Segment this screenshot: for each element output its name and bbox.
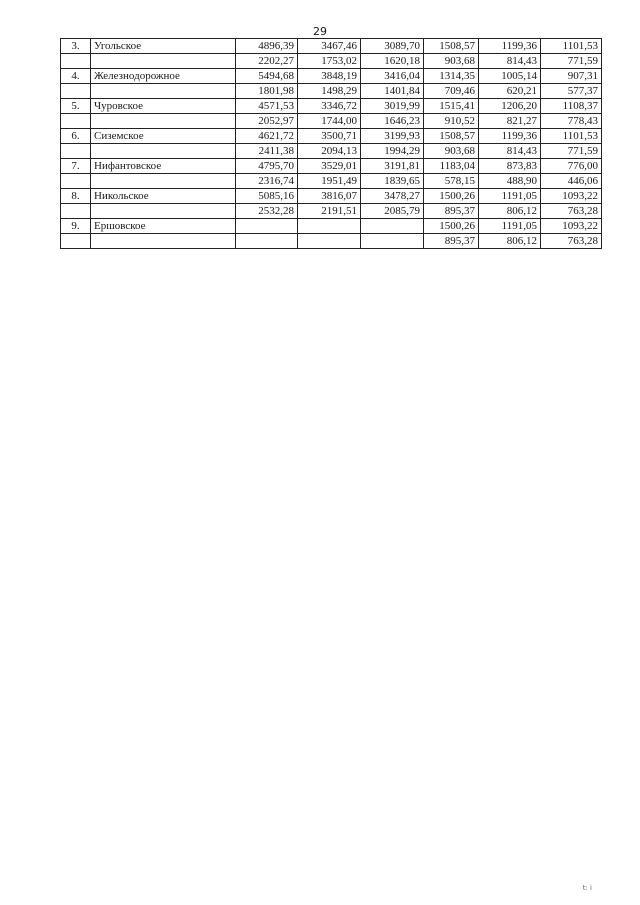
value-cell: 3416,04 <box>361 69 424 84</box>
value-cell <box>361 219 424 234</box>
value-cell: 1199,36 <box>479 129 541 144</box>
value-cell: 1005,14 <box>479 69 541 84</box>
value-cell: 1401,84 <box>361 84 424 99</box>
value-cell: 895,37 <box>424 204 479 219</box>
value-cell: 3816,07 <box>298 189 361 204</box>
value-cell: 903,68 <box>424 144 479 159</box>
table-body <box>61 39 602 249</box>
value-cell: 873,83 <box>479 159 541 174</box>
row-number-cell <box>61 114 91 129</box>
value-cell: 2316,74 <box>236 174 298 189</box>
value-cell: 1183,04 <box>424 159 479 174</box>
table-row <box>61 219 602 234</box>
row-number-cell: 5. <box>61 99 91 114</box>
value-cell <box>236 234 298 249</box>
tariff-table <box>60 38 602 249</box>
value-cell: 763,28 <box>541 204 602 219</box>
value-cell <box>298 234 361 249</box>
value-cell: 2052,97 <box>236 114 298 129</box>
value-cell: 1801,98 <box>236 84 298 99</box>
table-row <box>61 144 602 159</box>
settlement-name-cell: Железнодорожное <box>91 69 236 84</box>
table-row <box>61 159 602 174</box>
value-cell: 3199,93 <box>361 129 424 144</box>
value-cell: 2085,79 <box>361 204 424 219</box>
value-cell: 806,12 <box>479 234 541 249</box>
table-row <box>61 99 602 114</box>
table-row <box>61 54 602 69</box>
row-number-cell: 8. <box>61 189 91 204</box>
value-cell: 1620,18 <box>361 54 424 69</box>
value-cell: 3019,99 <box>361 99 424 114</box>
value-cell: 709,46 <box>424 84 479 99</box>
value-cell: 3089,70 <box>361 39 424 54</box>
value-cell: 4571,53 <box>236 99 298 114</box>
table-row <box>61 204 602 219</box>
value-cell: 814,43 <box>479 54 541 69</box>
value-cell: 1191,05 <box>479 189 541 204</box>
value-cell: 2532,28 <box>236 204 298 219</box>
value-cell: 1753,02 <box>298 54 361 69</box>
footer-mark: t: i <box>582 884 592 892</box>
value-cell: 3478,27 <box>361 189 424 204</box>
row-number-cell: 4. <box>61 69 91 84</box>
page-number: 29 <box>313 25 327 38</box>
value-cell <box>298 219 361 234</box>
row-number-cell <box>61 174 91 189</box>
value-cell: 1508,57 <box>424 39 479 54</box>
value-cell: 1839,65 <box>361 174 424 189</box>
value-cell: 3346,72 <box>298 99 361 114</box>
row-number-cell <box>61 234 91 249</box>
table-row <box>61 129 602 144</box>
value-cell: 1744,00 <box>298 114 361 129</box>
value-cell <box>236 219 298 234</box>
table-row <box>61 114 602 129</box>
value-cell: 3191,81 <box>361 159 424 174</box>
value-cell: 1093,22 <box>541 189 602 204</box>
value-cell: 1199,36 <box>479 39 541 54</box>
table-row <box>61 234 602 249</box>
value-cell: 910,52 <box>424 114 479 129</box>
value-cell: 1108,37 <box>541 99 602 114</box>
settlement-name-cell <box>91 144 236 159</box>
value-cell: 778,43 <box>541 114 602 129</box>
row-number-cell <box>61 144 91 159</box>
settlement-name-cell <box>91 84 236 99</box>
value-cell: 1994,29 <box>361 144 424 159</box>
value-cell: 4621,72 <box>236 129 298 144</box>
row-number-cell: 6. <box>61 129 91 144</box>
row-number-cell <box>61 84 91 99</box>
settlement-name-cell <box>91 54 236 69</box>
value-cell: 895,37 <box>424 234 479 249</box>
value-cell: 4795,70 <box>236 159 298 174</box>
value-cell: 1951,49 <box>298 174 361 189</box>
value-cell: 2094,13 <box>298 144 361 159</box>
value-cell: 446,06 <box>541 174 602 189</box>
value-cell: 1515,41 <box>424 99 479 114</box>
settlement-name-cell: Чуровское <box>91 99 236 114</box>
value-cell: 5085,16 <box>236 189 298 204</box>
value-cell: 2191,51 <box>298 204 361 219</box>
value-cell <box>361 234 424 249</box>
value-cell: 488,90 <box>479 174 541 189</box>
settlement-name-cell <box>91 114 236 129</box>
table-row <box>61 39 602 54</box>
value-cell: 577,37 <box>541 84 602 99</box>
value-cell: 1101,53 <box>541 129 602 144</box>
value-cell: 1646,23 <box>361 114 424 129</box>
value-cell: 771,59 <box>541 144 602 159</box>
settlement-name-cell: Никольское <box>91 189 236 204</box>
row-number-cell: 3. <box>61 39 91 54</box>
value-cell: 2202,27 <box>236 54 298 69</box>
table-row <box>61 84 602 99</box>
value-cell: 4896,39 <box>236 39 298 54</box>
value-cell: 3500,71 <box>298 129 361 144</box>
settlement-name-cell: Нифантовское <box>91 159 236 174</box>
value-cell: 1101,53 <box>541 39 602 54</box>
settlement-name-cell: Угольское <box>91 39 236 54</box>
settlement-name-cell: Ершовское <box>91 219 236 234</box>
value-cell: 1508,57 <box>424 129 479 144</box>
settlement-name-cell <box>91 174 236 189</box>
row-number-cell <box>61 54 91 69</box>
value-cell: 771,59 <box>541 54 602 69</box>
value-cell: 763,28 <box>541 234 602 249</box>
value-cell: 1498,29 <box>298 84 361 99</box>
value-cell: 1191,05 <box>479 219 541 234</box>
value-cell: 1500,26 <box>424 189 479 204</box>
settlement-name-cell <box>91 204 236 219</box>
value-cell: 821,27 <box>479 114 541 129</box>
value-cell: 1206,20 <box>479 99 541 114</box>
value-cell: 578,15 <box>424 174 479 189</box>
value-cell: 806,12 <box>479 204 541 219</box>
value-cell: 2411,38 <box>236 144 298 159</box>
value-cell: 3848,19 <box>298 69 361 84</box>
table-row <box>61 174 602 189</box>
value-cell: 1500,26 <box>424 219 479 234</box>
value-cell: 814,43 <box>479 144 541 159</box>
value-cell: 3529,01 <box>298 159 361 174</box>
value-cell: 1314,35 <box>424 69 479 84</box>
settlement-name-cell: Сиземское <box>91 129 236 144</box>
value-cell: 903,68 <box>424 54 479 69</box>
row-number-cell: 9. <box>61 219 91 234</box>
settlement-name-cell <box>91 234 236 249</box>
table-row <box>61 189 602 204</box>
row-number-cell: 7. <box>61 159 91 174</box>
value-cell: 1093,22 <box>541 219 602 234</box>
value-cell: 5494,68 <box>236 69 298 84</box>
value-cell: 776,00 <box>541 159 602 174</box>
value-cell: 3467,46 <box>298 39 361 54</box>
value-cell: 620,21 <box>479 84 541 99</box>
value-cell: 907,31 <box>541 69 602 84</box>
table-row <box>61 69 602 84</box>
row-number-cell <box>61 204 91 219</box>
